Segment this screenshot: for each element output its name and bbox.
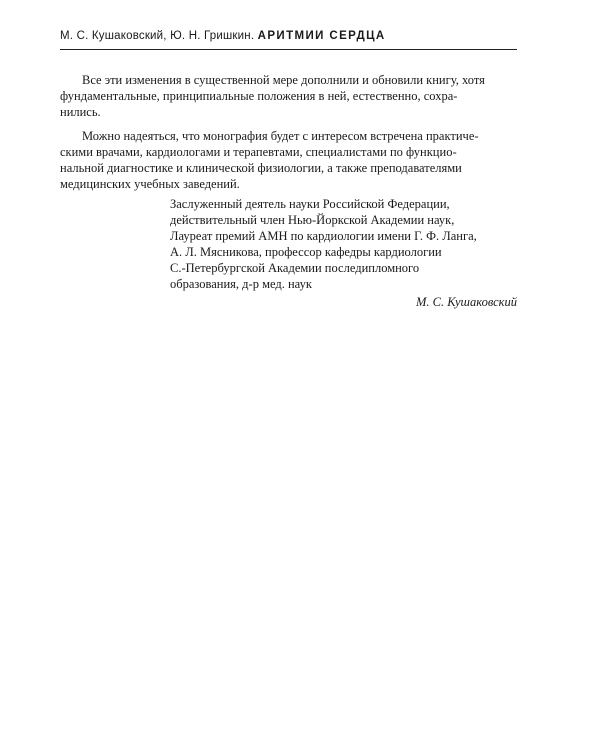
running-header — [60, 30, 517, 42]
signature-line: Заслуженный деятель науки Российской Федерации, — [170, 197, 450, 211]
signature-block — [170, 196, 517, 310]
signature-line: А. Л. Мясникова, профессор кафедры кардиологии — [170, 245, 442, 259]
header-book-title: АРИТМИИ СЕРДЦА — [257, 30, 386, 42]
signature-line: Лауреат премий АМН по кардиологии имени Г. Ф. Ланга, — [170, 229, 477, 243]
paragraph-line: медицинских учебных заведений. — [60, 177, 240, 191]
paragraph-line: фундаментальные, принципиальные положения в ней, естественно, сохра- — [60, 89, 458, 103]
header-divider — [60, 49, 517, 50]
signature-line: действительный член Нью-Йоркской Академии наук, — [170, 213, 455, 227]
paragraph-line: Все эти изменения в существенной мере дополнили и обновили книгу, хотя — [82, 73, 485, 87]
header-authors: М. С. Кушаковский, Ю. Н. Гришкин. — [60, 30, 255, 42]
signature-line: С.-Петербургской Академии последипломного — [170, 261, 420, 275]
paragraph-line: Можно надеяться, что монография будет с интересом встречена практиче- — [82, 129, 479, 143]
paragraph — [60, 72, 517, 120]
paragraph-line: скими врачами, кардиологами и терапевтами, специалистами по функцио- — [60, 145, 457, 159]
signature-line: образования, д-р мед. наук — [170, 277, 312, 291]
body-text — [60, 72, 517, 200]
paragraph-line: нальной диагностике и клинической физиологии, а также преподавателями — [60, 161, 462, 175]
paragraph-line: нились. — [60, 105, 101, 119]
paragraph — [60, 128, 517, 192]
signature-author: М. С. Кушаковский — [415, 295, 517, 309]
